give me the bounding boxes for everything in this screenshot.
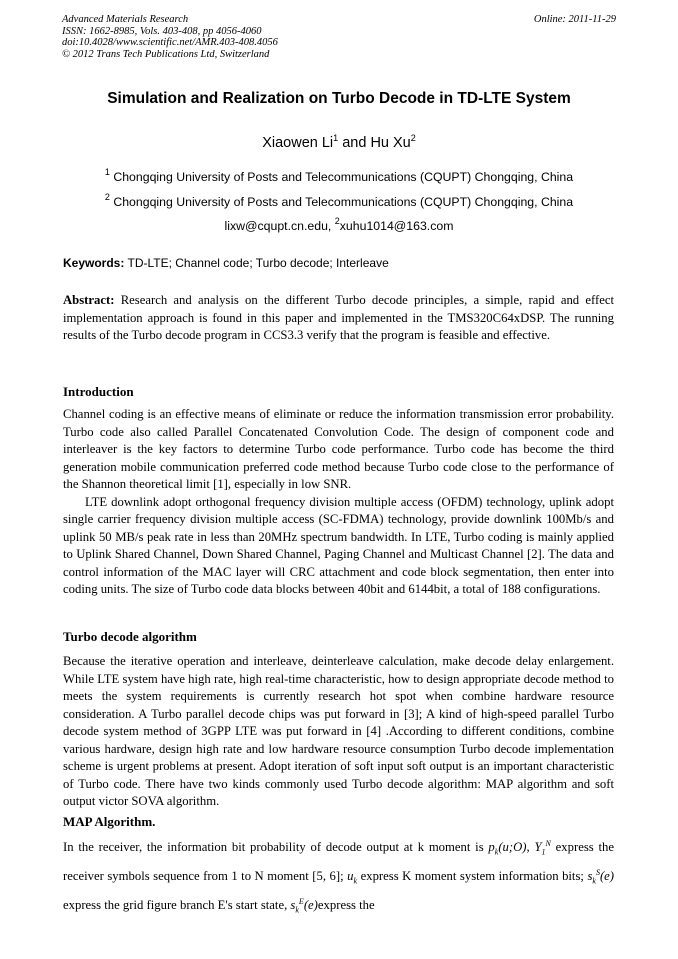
paper-title: Simulation and Realization on Turbo Decode in TD-LTE System bbox=[107, 90, 571, 107]
affiliation-2-mark: 2 bbox=[104, 192, 110, 202]
affiliation-2 bbox=[0, 192, 678, 209]
turbo-paragraph-1: Because the iterative operation and interleave, deinterleave calculation, make decode delay enlargement. While LTE system have high rate, high real-time characteristic, how to design appropriate decode method to meets the system requirements is currently research hot spot when combine hardware resource consideration. A Turbo parallel decode chips was put forward in [3]; A kind of high-speed parallel Turbo decode system method of 3GPP LTE was put forward in [4] .According to different conditions, combine various hardware, design high rate and low hardware resource consumption Turbo decode implementation scheme is urgent problems at present. Adopt iteration of soft input soft output is an important characteristic of Turbo code. There have two kinds commonly used Turbo decode algorithm: MAP algorithm and soft output victor SOVA algorithm. bbox=[63, 654, 614, 808]
affiliation-1 bbox=[0, 167, 678, 184]
math-sks-sub: k bbox=[592, 876, 596, 886]
math-sks-sup: S bbox=[595, 867, 600, 877]
map-text-2: , bbox=[526, 840, 530, 855]
math-ske-sup: E bbox=[298, 896, 304, 906]
introduction-heading: Introduction bbox=[63, 384, 134, 399]
map-text-4: express K moment system information bits; bbox=[360, 869, 584, 883]
math-ske-symbol: s bbox=[290, 897, 296, 912]
map-text-6: express the bbox=[317, 897, 375, 912]
email-1[interactable]: lixw@cqupt.cn.edu, bbox=[224, 219, 332, 233]
affiliation-1-mark: 1 bbox=[104, 167, 110, 177]
author-2-mark: 2 bbox=[410, 133, 416, 143]
issn-line: ISSN: 1662-8985, Vols. 403-408, pp 4056-4060 bbox=[62, 25, 262, 37]
map-body bbox=[63, 834, 614, 920]
email-2[interactable]: xuhu1014@163.com bbox=[339, 219, 454, 233]
email-line bbox=[0, 216, 678, 233]
math-uk-sub: k bbox=[353, 876, 358, 886]
math-pk-symbol: p bbox=[488, 840, 495, 855]
math-uk bbox=[347, 869, 358, 886]
turbo-body bbox=[63, 653, 614, 811]
map-heading: MAP Algorithm. bbox=[63, 814, 156, 829]
author-1-mark: 1 bbox=[333, 133, 339, 143]
online-date: Online: 2011-11-29 bbox=[533, 14, 616, 25]
keywords-label: Keywords: bbox=[63, 256, 125, 270]
journal-name: Advanced Materials Research bbox=[62, 14, 189, 25]
math-pk-sub: k bbox=[494, 847, 499, 857]
abstract-text: Research and analysis on the different Turbo decode principles, a simple, rapid and effect implementation approach is found in this paper and implemented in the TMS320C64xDSP. The running results of the Turbo decode program in CCS3.3 verify that the program is feasible and effective. bbox=[63, 293, 615, 342]
math-y bbox=[534, 839, 551, 857]
math-y-sub: 1 bbox=[541, 847, 546, 857]
math-uk-symbol: u bbox=[347, 869, 354, 883]
math-y-symbol: Y bbox=[534, 840, 542, 855]
introduction-paragraph-2: LTE downlink adopt orthogonal frequency division multiple access (OFDM) technology, uplink adopt single carrier frequency division multiple access (SC-FDMA) technology, provide downlink 100Mb/s and uplink 50 MB/s peak rate in less than 20MHz spectrum bandwidth. In LTE, Turbo coding is mainly applied to Uplink Shared Channel, Down Shared Channel, Paging Channel and Multicast Channel [2]. The data and control information of the MAC layer will CRC attachment and code block segmentation, then enter into coding units. The size of Turbo code data blocks between 40bit and 6144bit, a total of 188 configurations. bbox=[63, 494, 614, 596]
math-y-sup: N bbox=[545, 839, 551, 848]
turbo-heading: Turbo decode algorithm bbox=[63, 629, 197, 644]
journal-header bbox=[62, 14, 616, 60]
abstract-label: Abstract: bbox=[63, 293, 115, 307]
email-2-mark: 2 bbox=[334, 216, 340, 226]
math-sks-symbol: s bbox=[587, 869, 593, 883]
doi-line: doi:10.4028/www.scientific.net/AMR.403-408.4056 bbox=[62, 37, 278, 49]
math-ske bbox=[290, 896, 318, 915]
keywords-text: TD-LTE; Channel code; Turbo decode; Interleave bbox=[127, 256, 389, 270]
math-sks bbox=[587, 867, 615, 886]
math-ske-arg: (e) bbox=[303, 897, 318, 912]
author-1: Xiaowen Li bbox=[262, 135, 334, 151]
author-line bbox=[0, 133, 678, 151]
math-ske-sub: k bbox=[295, 905, 299, 915]
affiliation-1-text: Chongqing University of Posts and Telecommunications (CQUPT) Chongqing, China bbox=[113, 170, 574, 184]
keywords bbox=[63, 256, 615, 270]
math-pk bbox=[488, 840, 527, 857]
copyright-line: © 2012 Trans Tech Publications Ltd, Switzerland bbox=[62, 48, 270, 60]
author-2: Hu Xu bbox=[370, 135, 411, 151]
math-pk-arg: (u;O) bbox=[498, 840, 527, 855]
affiliation-2-text: Chongqing University of Posts and Telecommunications (CQUPT) Chongqing, China bbox=[113, 195, 574, 209]
abstract bbox=[63, 292, 614, 345]
introduction-body bbox=[63, 406, 614, 599]
map-text-5: express the grid figure branch E's start state, bbox=[63, 897, 288, 912]
map-text-1: In the receiver, the information bit probability of decode output at k moment is bbox=[63, 840, 484, 855]
introduction-paragraph-1: Channel coding is an effective means of eliminate or reduce the information transmission error probability. Turbo code also called Parallel Concatenated Convolution Code. The design of component code and interleaver is the key factors to determine Turbo code performance. Turbo code has become the third generation mobile communication preferred code method because Turbo code close to the performance of the Shannon theoretical limit [1], especially in low SNR. bbox=[63, 407, 614, 491]
math-sks-arg: (e) bbox=[599, 869, 615, 883]
map-text-3: express the receiver symbols sequence from 1 to N moment [5, 6]; bbox=[63, 840, 614, 883]
map-paragraph bbox=[63, 834, 614, 920]
author-conjunction: and bbox=[342, 135, 367, 151]
